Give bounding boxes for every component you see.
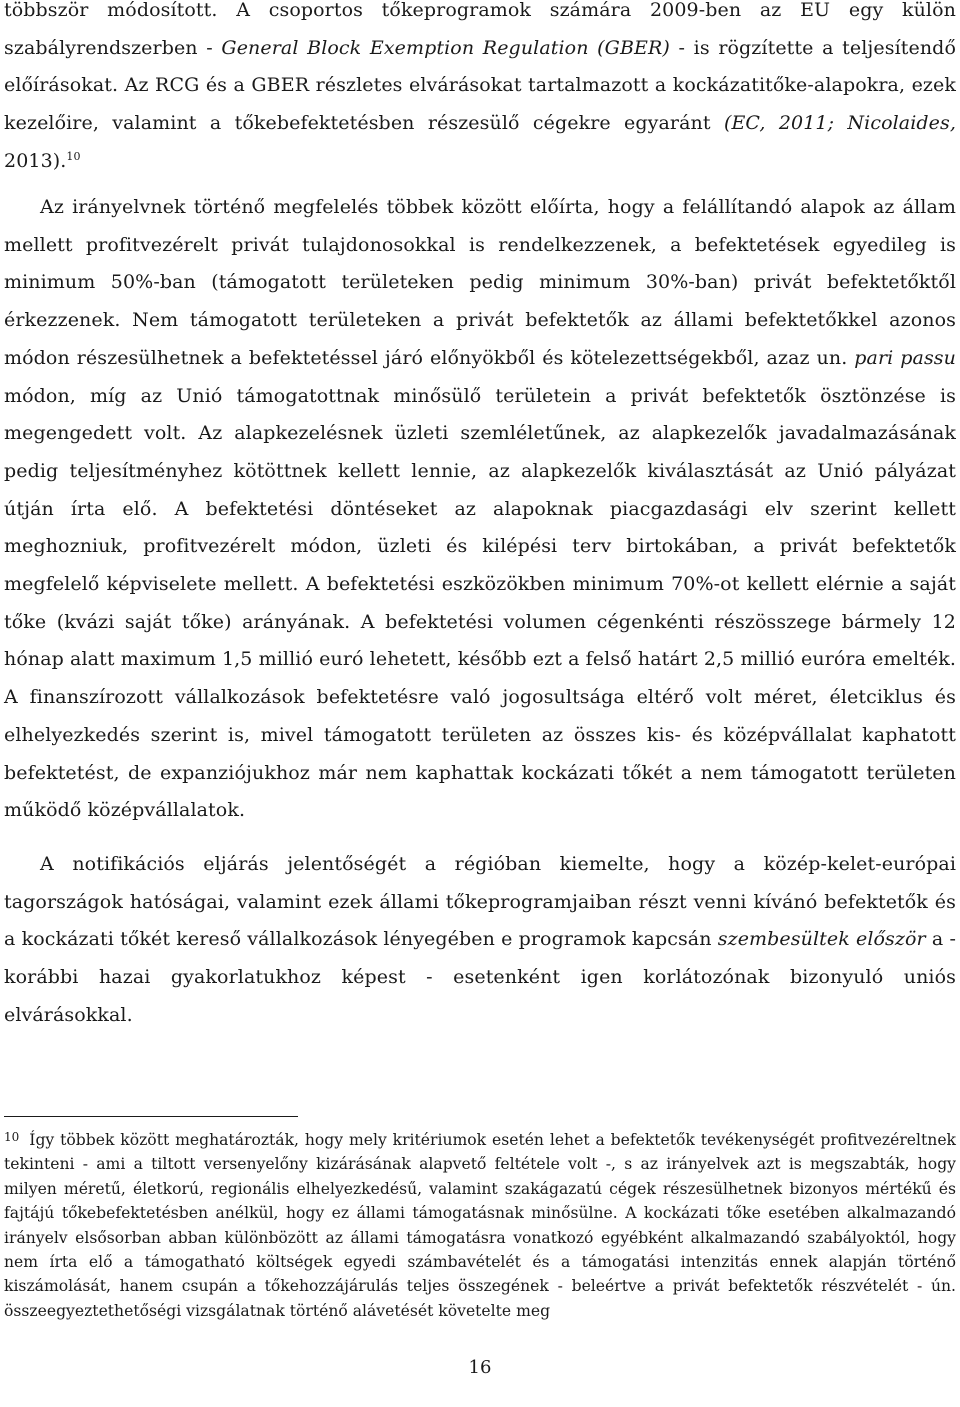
footnote-reference[interactable]: 10 — [66, 149, 81, 163]
paragraph-3-text-b: a - korábbi hazai gyakorlatukhoz képest - esetenként igen korlátozónak bizonyuló uniós elvárásokkal. — [4, 928, 957, 1026]
footnote-number: 10 — [4, 1130, 20, 1144]
page-number: 16 — [468, 1357, 492, 1378]
paragraph-1-italic-citation: (EC, 2011; Nicolaides, — [723, 112, 956, 135]
paragraph-1-text-b: - is rögzítette a teljesítendő előírásokat. Az RCG és a GBER részletes elvárásokat tartalmazott a kockázatitőke-alapokra, ezek kezelőire, valamint a tőkebefektetésben részesülő cégekre egyaránt — [4, 36, 956, 135]
paragraph-2-text-b: módon, míg az Unió támogatottnak minősülő területein a privát befektetők ösztönzése is megengedett volt. Az alapkezelésnek üzleti szemléletűnek, az alapkezelők javadalmazásának pedig teljesítményhez kötöttnek kellett lennie, az alapkezelők kiválasztását az Unió pályázat útján írta elő. A befektetési döntéseket az alapoknak piacgazdasági elv szerint kellett meghozniuk, profitvezérelt módon, üzleti és kilépési terv birtokában, a privát befektetők megfelelő képviselete mellett. A befektetési eszközökben minimum 70%-ot kellett elérnie a saját tőke (kvázi saját tőke) arányának. A befektetési volumen cégenkénti részösszege bármely 12 hónap alatt maximum 1,5 millió euró lehetett, később ezt a felső határt 2,5 millió euróra emelték. A finanszírozott vállalkozások befektetésre való jogosultsága eltérő volt méret, életciklus és elhelyezkedés szerint is, mivel támogatott területen az összes kis- és középvállalat kaphatott befektetést, de expanziójukhoz már nem kaphattak kockázati tőkét a nem támogatott területen működő középvállalatok. — [4, 384, 956, 822]
paragraph-3-text-a: A notifikációs eljárás jelentőségét a régióban kiemelte, hogy a közép-kelet-európai tagországok hatóságai, valamint ezek állami tőkeprogramjaiban részt venni kívánó befektetők és a kockázati tőkét kereső vállalkozások lényegében e programok kapcsán — [4, 853, 956, 951]
paragraph-3 — [4, 846, 956, 1035]
paragraph-1-text-a: többször módosított. A csoportos tőkeprogramok számára 2009-ben az EU egy külön szabályrendszerben - — [4, 0, 956, 59]
paragraph-2-text-a: Az irányelvnek történő megfelelés többek között előírta, hogy a felállítandó alapok az állam mellett profitvezérelt privát tulajdonosokkal is rendelkezzenek, a befektetések egyedileg is minimum 50%-ban (támogatott területeken pedig minimum 30%-ban) privát befektetőktől érkezzenek. Nem támogatott területeken a privát befektetők az állami befektetőkkel azonos módon részesülhetnek a befektetéssel járó előnyökből és kötelezettségekből, azaz un. — [4, 196, 956, 369]
paragraph-2-italic-pari-passu: pari passu — [854, 346, 956, 369]
paragraph-2 — [4, 189, 956, 830]
paragraph-1-italic-gber: General Block Exemption Regulation (GBER) — [221, 36, 670, 59]
footnote-separator — [4, 1116, 298, 1117]
footnote-text: Így többek között meghatározták, hogy mely kritériumok esetén lehet a befektetők tevékenységét profitvezéreltnek tekinteni - ami a tiltott versenyelőny kizárásának alapvető feltétele volt -, s az irányelvek azt is megszabták, hogy milyen méretű, életkorú, regionális elhelyezkedésű, valamint szakágazatú cégek részesülhetnek bizonyos mértékű és fajtájú tőkebefektetésben anélkül, hogy ez állami támogatásnak minősülne. A kockázati tőke esetében alkalmazandó irányelv elsősorban abban különbözött az állami támogatásra vonatkozó egyébként alkalmazandó szabályoktól, hogy nem írta elő a támogatható költségek egyedi számbavételét és a támogatási intenzitás ennek alapján történő kiszámolását, hanem csupán a tőkehozzájárulás teljes összegének - beleértve a privát befektetők részvételét - ún. összeegyeztethetőségi vizsgálatnak történő alávetését követelte meg — [4, 1131, 956, 1320]
paragraph-3-italic-emphasis: szembesültek először — [717, 928, 926, 951]
paragraph-1 — [4, 0, 956, 181]
footnote — [4, 1125, 956, 1323]
paragraph-1-text-c: 2013). — [4, 149, 67, 172]
